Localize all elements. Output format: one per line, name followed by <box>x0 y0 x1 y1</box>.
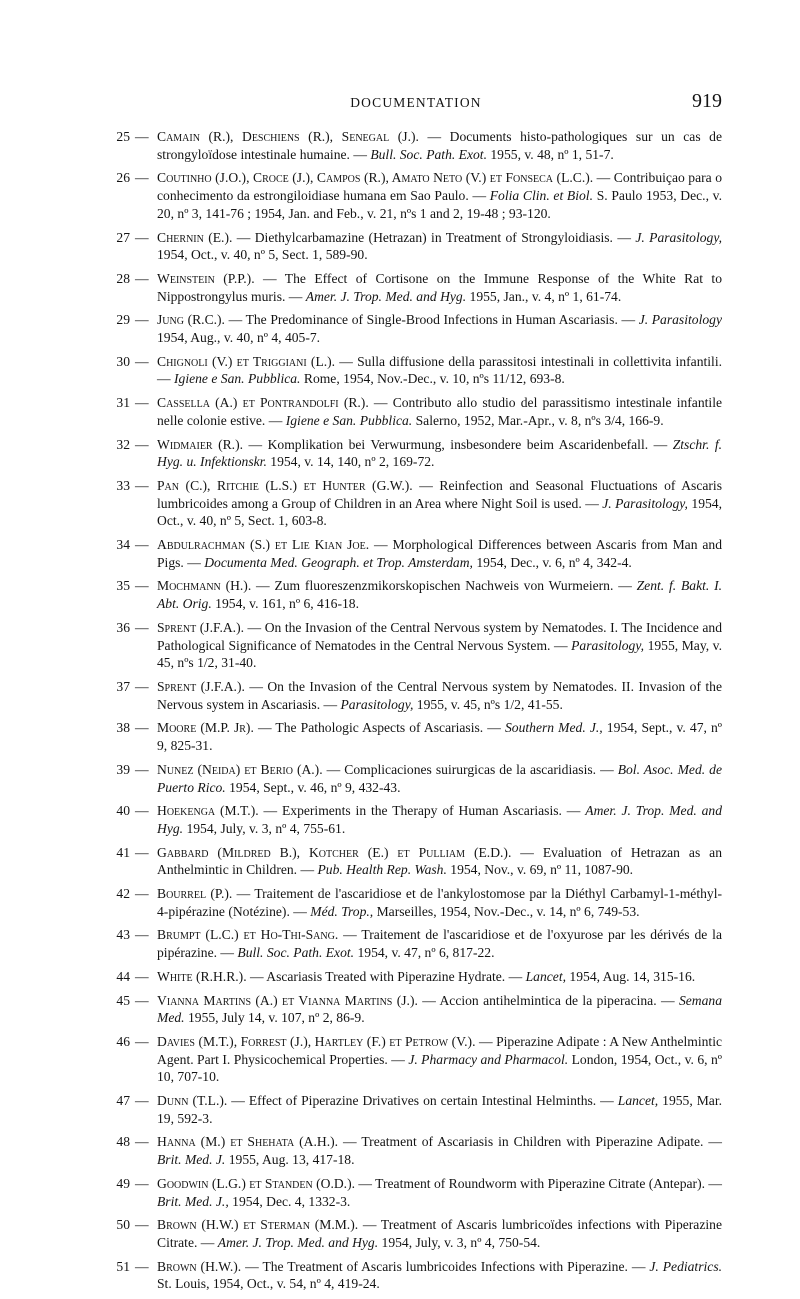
reference-dash: — <box>135 1258 149 1274</box>
reference-authors: Chernin (E.). <box>157 229 233 245</box>
reference-body: Davies (M.T.), Forrest (J.), Hartley (F.) et Petrow (V.). — Piperazine Adipate : A New Anthelmintic Agent. Part I. Physicochemical Properties. — J. Pharmacy and Pharmacol. London, 1954, Oct., v. 6, nº 10, 707-10. <box>157 1033 723 1085</box>
reference-details: 1955, v. 48, nº 1, 51-7. <box>490 146 614 162</box>
reference-entry <box>110 802 722 837</box>
reference-number: 49 <box>116 1175 130 1191</box>
reference-authors: Gabbard (Mildred B.), Kotcher (E.) et Pulliam (E.D.). <box>157 844 512 860</box>
reference-details: S. Paulo 1953, Dec., v. 20, nº 3, 141-76 ; 1954, Jan. and Feb., v. 21, nºs 1 and 2, 19-48 ; 93-120. <box>157 188 722 221</box>
reference-title: The Pathologic Aspects of Ascariasis. <box>275 720 484 736</box>
reference-title: Komplikation bei Verwurmung, insbesondere beim Ascaridenbefall. <box>267 436 649 452</box>
reference-dash: — <box>135 578 149 594</box>
reference-title: Sulla diffusione della parassitosi intestinali in collettivita infantili. <box>357 353 722 369</box>
reference-authors: Nunez (Neida) et Berio (A.). <box>157 761 323 777</box>
reference-details: 1954, Sept., v. 46, nº 9, 432-43. <box>229 779 401 795</box>
reference-authors: Moore (M.P. Jr). <box>157 720 254 736</box>
reference-number: 47 <box>116 1093 130 1109</box>
reference-dash: — <box>135 1217 149 1233</box>
reference-entry <box>110 619 722 672</box>
reference-details: 1954, v. 161, nº 6, 416-18. <box>215 596 359 612</box>
reference-title: Treatment of Ascaris lumbricoïdes infections with Piperazine Citrate. <box>157 1217 722 1250</box>
reference-source: Bol. Asoc. Med. de Puerto Rico. <box>157 761 723 795</box>
reference-entry <box>110 1216 722 1251</box>
reference-body: Goodwin (L.G.) et Standen (O.D.). — Treatment of Roundworm with Piperazine Citrate (Antepar). — Brit. Med. J., 1954, Dec. 4, 1332-3. <box>157 1175 722 1209</box>
reference-body: Chignoli (V.) et Triggiani (L.). — Sulla diffusione della parassitosi intestinali in collettivita infantili. — Igiene e San. Pubblica. Rome, 1954, Nov.-Dec., v. 10, nºs 11/12, 693-8. <box>157 353 722 387</box>
reference-source: Lancet, <box>525 968 567 984</box>
reference-source: Semana Med. <box>157 992 722 1026</box>
reference-entry <box>110 270 722 305</box>
reference-dash: — <box>135 1093 149 1109</box>
reference-source: Bull. Soc. Path. Exot. <box>237 945 355 961</box>
reference-entry <box>110 229 722 264</box>
reference-source: Parasitology, <box>340 696 414 712</box>
reference-authors: Bourrel (P.). <box>157 886 233 902</box>
reference-source: J. Pediatrics. <box>649 1258 723 1274</box>
reference-number: 27 <box>116 229 130 245</box>
reference-dash: — <box>135 537 149 553</box>
reference-authors: Abdulrachman (S.) et Lie Kian Joe. <box>157 537 370 553</box>
reference-authors: Hoekenga (M.T.). <box>157 803 259 819</box>
reference-entry <box>110 1258 722 1293</box>
reference-dash: — <box>135 436 149 452</box>
reference-number: 30 <box>116 353 130 369</box>
reference-title: Contributo allo studio del parassitismo intestinale infantile nelle colonie estive. <box>157 395 723 428</box>
reference-details: Rome, 1954, Nov.-Dec., v. 10, nºs 11/12, 693-8. <box>303 371 565 387</box>
reference-number: 35 <box>116 578 130 594</box>
reference-body: Gabbard (Mildred B.), Kotcher (E.) et Pulliam (E.D.). — Evaluation of Hetrazan as an Anthelmintic in Children. — Pub. Health Rep. Wash. 1954, Nov., v. 69, nº 11, 1087-90. <box>157 844 723 878</box>
reference-number: 48 <box>116 1134 130 1150</box>
reference-details: 1954, Aug., v. 40, nº 4, 405-7. <box>157 330 321 346</box>
reference-details: 1955, Aug. 13, 417-18. <box>228 1152 355 1168</box>
reference-source: Amer. J. Trop. Med. and Hyg. <box>157 803 723 836</box>
reference-body: Abdulrachman (S.) et Lie Kian Joe. — Morphological Differences between Ascaris from Man and Pigs. — Documenta Med. Geograph. et Trop. Amsterdam, 1954, Dec., v. 6, nº 4, 342-4. <box>157 537 722 570</box>
reference-authors: Coutinho (J.O.), Croce (J.), Campos (R.), Amato Neto (V.) et Fonseca (L.C.). <box>157 170 594 186</box>
reference-title: Treatment of Roundworm with Piperazine Citrate (Antepar). <box>375 1175 705 1191</box>
reference-dash: — <box>135 761 149 777</box>
reference-details: 1954, Oct., v. 40, nº 5, Sect. 1, 603-8. <box>157 495 722 529</box>
reference-title: Ascariasis Treated with Piperazine Hydrate. <box>266 968 506 984</box>
reference-dash: — <box>135 395 149 411</box>
reference-title: The Effect of Cortisone on the Immune Response of the White Rat to Nippostrongylus muris. <box>157 270 722 304</box>
reference-dash: — <box>135 1033 149 1049</box>
reference-authors: Sprent (J.F.A.). <box>157 678 245 694</box>
reference-details: St. Louis, 1954, Oct., v. 54, nº 4, 419-24. <box>157 1276 380 1292</box>
reference-source: J. Parasitology, <box>635 229 723 245</box>
reference-body: Cassella (A.) et Pontrandolfi (R.). — Contributo allo studio del parassitismo intestinale infantile nelle colonie estive. — Igiene e San. Pubblica. Salerno, 1952, Mar.-Apr., v. 8, nºs 3/4, 166-9. <box>157 395 723 428</box>
reference-authors: Cassella (A.) et Pontrandolfi (R.). <box>157 395 369 411</box>
reference-number: 36 <box>116 619 130 635</box>
reference-details: 1954, Dec., v. 6, nº 4, 342-4. <box>476 554 632 570</box>
reference-number: 43 <box>116 927 130 943</box>
reference-source: Amer. J. Trop. Med. and Hyg. <box>217 1234 379 1250</box>
reference-details: 1955, July 14, v. 107, nº 2, 86-9. <box>187 1010 365 1026</box>
reference-body: Nunez (Neida) et Berio (A.). — Complicaciones suirurgicas de la ascaridiasis. — Bol. Asoc. Med. de Puerto Rico. 1954, Sept., v. 46, nº 9, 432-43. <box>157 761 723 795</box>
reference-title: Treatment of Ascariasis in Children with Piperazine Adipate. <box>361 1134 704 1150</box>
reference-authors: Weinstein (P.P.). <box>157 270 255 286</box>
reference-title: The Treatment of Ascaris lumbricoides Infections with Piperazine. <box>262 1258 628 1274</box>
reference-body: Vianna Martins (A.) et Vianna Martins (J.). — Accion antihelmintica de la piperacina. — Semana Med. 1955, July 14, v. 107, nº 2, 86-9. <box>157 992 722 1026</box>
reference-number: 28 <box>116 270 130 286</box>
reference-authors: Brown (H.W.) et Sterman (M.M.). <box>157 1217 359 1233</box>
reference-body: Pan (C.), Ritchie (L.S.) et Hunter (G.W.). — Reinfection and Seasonal Fluctuations of Ascaris lumbricoides among a Group of Children in an Area where Night Soil is used. — J. Parasitology, 1954, Oct., v. 40, nº 5, Sect. 1, 603-8. <box>157 477 722 529</box>
reference-number: 29 <box>116 312 130 328</box>
reference-entry <box>110 719 722 754</box>
reference-entry <box>110 128 722 163</box>
reference-number: 26 <box>116 170 130 186</box>
running-title: DOCUMENTATION <box>350 95 482 110</box>
reference-source: J. Pharmacy and Pharmacol. <box>408 1051 569 1067</box>
reference-authors: Pan (C.), Ritchie (L.S.) et Hunter (G.W.). <box>157 477 413 493</box>
reference-body: Brumpt (L.C.) et Ho-Thi-Sang. — Traitement de l'ascaridiose et de l'oxyurose par les dérivés de la pipérazine. — Bull. Soc. Path. Exot. 1954, v. 47, nº 6, 817-22. <box>157 927 722 961</box>
reference-title: The Predominance of Single-Brood Infections in Human Ascariasis. <box>245 312 618 328</box>
reference-title: Diethylcarbamazine (Hetrazan) in Treatment of Strongyloidiasis. <box>254 229 613 245</box>
reference-source: Bull. Soc. Path. Exot. <box>370 146 487 162</box>
reference-source: Parasitology, <box>571 637 645 653</box>
reference-title: On the Invasion of the Central Nervous system by Nematodes. II. Invasion of the Nervous system in Ascariasis. <box>157 678 723 712</box>
reference-dash: — <box>135 312 149 328</box>
page-number: 919 <box>692 90 722 112</box>
reference-details: London, 1954, Oct., v. 6, nº 10, 707-10. <box>157 1051 723 1085</box>
reference-body: Chernin (E.). — Diethylcarbamazine (Hetrazan) in Treatment of Strongyloidiasis. — J. Parasitology, 1954, Oct., v. 40, nº 5, Sect. 1, 589-90. <box>157 229 723 263</box>
reference-title: Zum fluoreszenzmikorskopischen Nachweis von Wurmeiern. <box>274 578 614 594</box>
reference-details: 1955, Mar. 19, 592-3. <box>157 1093 723 1126</box>
reference-dash: — <box>135 129 149 144</box>
reference-title: Complicaciones suirurgicas de la ascaridiasis. <box>344 761 597 777</box>
reference-title: Traitement de l'ascaridiose et de l'oxyurose par les dérivés de la pipérazine. <box>157 927 722 961</box>
reference-number: 39 <box>116 761 130 777</box>
reference-body: White (R.H.R.). — Ascariasis Treated with Piperazine Hydrate. — Lancet, 1954, Aug. 14, 315-16. <box>157 968 696 984</box>
reference-body: Coutinho (J.O.), Croce (J.), Campos (R.), Amato Neto (V.) et Fonseca (L.C.). — Contribuiçao para o conhecimento da estrongiloidiase humana em Sao Paulo. — Folia Clin. et Biol. S. Paulo 1953, Dec., v. 20, nº 3, 141-76 ; 1954, Jan. and Feb., v. 21, nºs 1 and 2, 19-48 ; 93-120. <box>157 170 722 221</box>
reference-dash: — <box>135 1175 149 1191</box>
reference-title: Experiments in the Therapy of Human Ascariasis. <box>281 803 562 819</box>
reference-entry <box>110 992 722 1027</box>
reference-number: 51 <box>116 1258 130 1274</box>
reference-entry <box>110 394 722 429</box>
reference-title: Morphological Differences between Ascaris from Man and Pigs. <box>157 537 722 570</box>
reference-authors: Mochmann (H.). <box>157 578 252 594</box>
running-head <box>110 92 722 114</box>
reference-entry <box>110 536 722 571</box>
reference-body: Widmaier (R.). — Komplikation bei Verwurmung, insbesondere beim Ascaridenbefall. — Ztschr. f. Hyg. u. Infektionskr. 1954, v. 14, 140, nº 2, 169-72. <box>157 436 723 470</box>
reference-entry <box>110 169 722 222</box>
reference-title: Traitement de l'ascaridiose et de l'ankylostomose par la Diéthyl Carbamyl-1-méthyl-4-pipérazine (Notézine). <box>157 886 722 919</box>
reference-authors: Sprent (J.F.A.). <box>157 619 245 635</box>
reference-dash: — <box>135 619 149 635</box>
reference-title: Evaluation of Hetrazan as an Anthelmintic in Children. <box>157 844 723 878</box>
reference-dash: — <box>135 927 149 943</box>
reference-authors: Camain (R.), Deschiens (R.), Senegal (J.). <box>157 129 419 144</box>
reference-authors: Goodwin (L.G.) et Standen (O.D.). <box>157 1175 356 1191</box>
reference-title: Documents histo-pathologiques sur un cas de strongyloïdose intestinale humaine. <box>157 129 723 162</box>
reference-authors: Widmaier (R.). <box>157 436 244 452</box>
reference-dash: — <box>135 886 149 902</box>
reference-dash: — <box>135 803 149 819</box>
reference-details: 1955, Jan., v. 4, nº 1, 61-74. <box>469 288 622 304</box>
reference-details: 1954, Sept., v. 47, nº 9, 825-31. <box>157 720 723 754</box>
reference-details: 1954, Aug. 14, 315-16. <box>569 968 696 984</box>
reference-body: Bourrel (P.). — Traitement de l'ascaridiose et de l'ankylostomose par la Diéthyl Carbamyl-1-méthyl-4-pipérazine (Notézine). — Méd. Trop., Marseilles, 1954, Nov.-Dec., v. 14, nº 6, 749-53. <box>157 886 722 919</box>
reference-entry <box>110 761 722 796</box>
reference-source: Igiene e San. Pubblica. <box>285 412 413 428</box>
reference-body: Hanna (M.) et Shehata (A.H.). — Treatment of Ascariasis in Children with Piperazine Adipate. — Brit. Med. J. 1955, Aug. 13, 417-18. <box>157 1134 722 1168</box>
reference-dash: — <box>135 270 149 286</box>
reference-body: Sprent (J.F.A.). — On the Invasion of the Central Nervous system by Nematodes. I. The Incidence and Pathological Significance of Nematodes in the Central Nervous System. — Parasitology, 1955, May, v. 45, nºs 1/2, 31-40. <box>157 619 723 671</box>
reference-dash: — <box>135 229 149 245</box>
reference-entry <box>110 1092 722 1127</box>
reference-entry <box>110 968 722 986</box>
reference-source: Méd. Trop., <box>310 903 374 919</box>
reference-entry <box>110 436 722 471</box>
reference-authors: Dunn (T.L.). <box>157 1093 228 1109</box>
reference-entry <box>110 311 722 346</box>
reference-source: Amer. J. Trop. Med. and Hyg. <box>305 288 467 304</box>
reference-title: Piperazine Adipate : A New Anthelmintic Agent. Part I. Physicochemical Properties. <box>157 1033 722 1067</box>
reference-body: Sprent (J.F.A.). — On the Invasion of the Central Nervous system by Nematodes. II. Invasion of the Nervous system in Ascariasis. — Parasitology, 1955, v. 45, nºs 1/2, 41-55. <box>157 678 723 712</box>
reference-source: Brit. Med. J., <box>157 1193 229 1209</box>
reference-number: 41 <box>116 844 130 860</box>
reference-details: 1954, v. 14, 140, nº 2, 169-72. <box>270 454 435 470</box>
reference-authors: Hanna (M.) et Shehata (A.H.). <box>157 1134 339 1150</box>
reference-authors: Chignoli (V.) et Triggiani (L.). <box>157 353 336 369</box>
reference-authors: Davies (M.T.), Forrest (J.), Hartley (F.) et Petrow (V.). <box>157 1033 476 1049</box>
reference-number: 46 <box>116 1033 130 1049</box>
reference-source: Southern Med. J., <box>505 720 603 736</box>
reference-authors: White (R.H.R.). <box>157 968 247 984</box>
reference-list <box>110 128 722 1299</box>
reference-source: Zent. f. Bakt. I. Abt. Orig. <box>157 578 723 612</box>
reference-entry <box>110 1033 722 1086</box>
reference-authors: Brown (H.W.). <box>157 1258 242 1274</box>
reference-dash: — <box>135 170 149 186</box>
reference-body: Brown (H.W.) et Sterman (M.M.). — Treatment of Ascaris lumbricoïdes infections with Piperazine Citrate. — Amer. J. Trop. Med. and Hyg. 1954, July, v. 3, nº 4, 750-54. <box>157 1217 722 1250</box>
reference-title: Contribuiçao para o conhecimento da estrongiloidiase humana em Sao Paulo. <box>157 170 722 204</box>
reference-source: Igiene e San. Pubblica. <box>174 371 301 387</box>
reference-dash: — <box>135 968 149 984</box>
reference-source: J. Parasitology, <box>602 495 688 511</box>
reference-details: 1954, July, v. 3, nº 4, 750-54. <box>381 1234 541 1250</box>
reference-number: 33 <box>116 477 130 493</box>
reference-number: 40 <box>116 803 130 819</box>
reference-source: Ztschr. f. Hyg. u. Infektionskr. <box>157 436 723 470</box>
reference-body: Weinstein (P.P.). — The Effect of Cortisone on the Immune Response of the White Rat to Nippostrongylus muris. — Amer. J. Trop. Med. and Hyg. 1955, Jan., v. 4, nº 1, 61-74. <box>157 270 722 304</box>
reference-entry <box>110 885 722 920</box>
reference-number: 38 <box>116 720 130 736</box>
reference-title: Accion antihelmintica de la piperacina. <box>439 992 657 1008</box>
reference-dash: — <box>135 678 149 694</box>
reference-dash: — <box>135 992 149 1008</box>
reference-number: 32 <box>116 436 130 452</box>
reference-number: 50 <box>116 1217 130 1233</box>
reference-dash: — <box>135 844 149 860</box>
reference-body: Mochmann (H.). — Zum fluoreszenzmikorskopischen Nachweis von Wurmeiern. — Zent. f. Bakt. I. Abt. Orig. 1954, v. 161, nº 6, 416-18. <box>157 578 723 612</box>
reference-details: 1954, Oct., v. 40, nº 5, Sect. 1, 589-90. <box>157 247 368 263</box>
reference-details: Salerno, 1952, Mar.-Apr., v. 8, nºs 3/4, 166-9. <box>415 412 664 428</box>
reference-number: 45 <box>116 992 130 1008</box>
reference-authors: Brumpt (L.C.) et Ho-Thi-Sang. <box>157 927 339 943</box>
reference-dash: — <box>135 477 149 493</box>
reference-title: Effect of Piperazine Drivatives on certain Intestinal Helminths. <box>248 1093 597 1109</box>
reference-entry <box>110 477 722 530</box>
reference-body: Jung (R.C.). — The Predominance of Single-Brood Infections in Human Ascariasis. — J. Parasitology 1954, Aug., v. 40, nº 4, 405-7. <box>157 312 722 346</box>
reference-details: Marseilles, 1954, Nov.-Dec., v. 14, nº 6, 749-53. <box>376 903 640 919</box>
reference-details: 1954, v. 47, nº 6, 817-22. <box>357 945 495 961</box>
reference-dash: — <box>135 353 149 369</box>
reference-body: Brown (H.W.). — The Treatment of Ascaris lumbricoides Infections with Piperazine. — J. Pediatrics. St. Louis, 1954, Oct., v. 54, nº 4, 419-24. <box>157 1258 723 1292</box>
reference-number: 42 <box>116 886 130 902</box>
reference-details: 1954, Nov., v. 69, nº 11, 1087-90. <box>450 862 634 878</box>
reference-dash: — <box>135 1134 149 1150</box>
reference-entry <box>110 1133 722 1168</box>
reference-source: Lancet, <box>617 1093 659 1109</box>
reference-source: Folia Clin. et Biol. <box>489 188 593 204</box>
reference-body: Hoekenga (M.T.). — Experiments in the Therapy of Human Ascariasis. — Amer. J. Trop. Med. and Hyg. 1954, July, v. 3, nº 4, 755-61. <box>157 803 723 836</box>
reference-entry <box>110 678 722 713</box>
reference-source: Pub. Health Rep. Wash. <box>317 862 447 878</box>
reference-details: 1955, May, v. 45, nºs 1/2, 31-40. <box>157 637 722 671</box>
reference-number: 25 <box>116 129 130 144</box>
reference-authors: Jung (R.C.). <box>157 312 225 328</box>
reference-number: 37 <box>116 678 130 694</box>
reference-body: Camain (R.), Deschiens (R.), Senegal (J.). — Documents histo-pathologiques sur un cas de strongyloïdose intestinale humaine. — Bull. Soc. Path. Exot. 1955, v. 48, nº 1, 51-7. <box>157 129 723 162</box>
reference-authors: Vianna Martins (A.) et Vianna Martins (J.). <box>157 992 418 1008</box>
reference-details: 1955, v. 45, nºs 1/2, 41-55. <box>416 696 563 712</box>
reference-title: On the Invasion of the Central Nervous system by Nematodes. I. The Incidence and Pathological Significance of Nematodes in the Central Nervous System. <box>157 619 723 653</box>
reference-body: Moore (M.P. Jr). — The Pathologic Aspects of Ascariasis. — Southern Med. J., 1954, Sept., v. 47, nº 9, 825-31. <box>157 720 723 754</box>
reference-number: 34 <box>116 537 130 553</box>
reference-title: Reinfection and Seasonal Fluctuations of Ascaris lumbricoides among a Group of Children in an Area where Night Soil is used. <box>157 477 722 511</box>
reference-source: Documenta Med. Geograph. et Trop. Amsterdam, <box>204 554 473 570</box>
reference-details: 1954, July, v. 3, nº 4, 755-61. <box>186 820 346 836</box>
reference-number: 44 <box>116 968 130 984</box>
reference-source: Brit. Med. J. <box>157 1152 226 1168</box>
reference-entry <box>110 577 722 612</box>
reference-entry <box>110 1175 722 1210</box>
reference-source: J. Parasitology <box>638 312 722 328</box>
reference-entry <box>110 926 722 961</box>
reference-body: Dunn (T.L.). — Effect of Piperazine Drivatives on certain Intestinal Helminths. — Lancet, 1955, Mar. 19, 592-3. <box>157 1093 723 1126</box>
reference-details: 1954, Dec. 4, 1332-3. <box>232 1193 351 1209</box>
reference-dash: — <box>135 720 149 736</box>
reference-entry <box>110 844 722 879</box>
reference-entry <box>110 353 722 388</box>
reference-number: 31 <box>116 395 130 411</box>
